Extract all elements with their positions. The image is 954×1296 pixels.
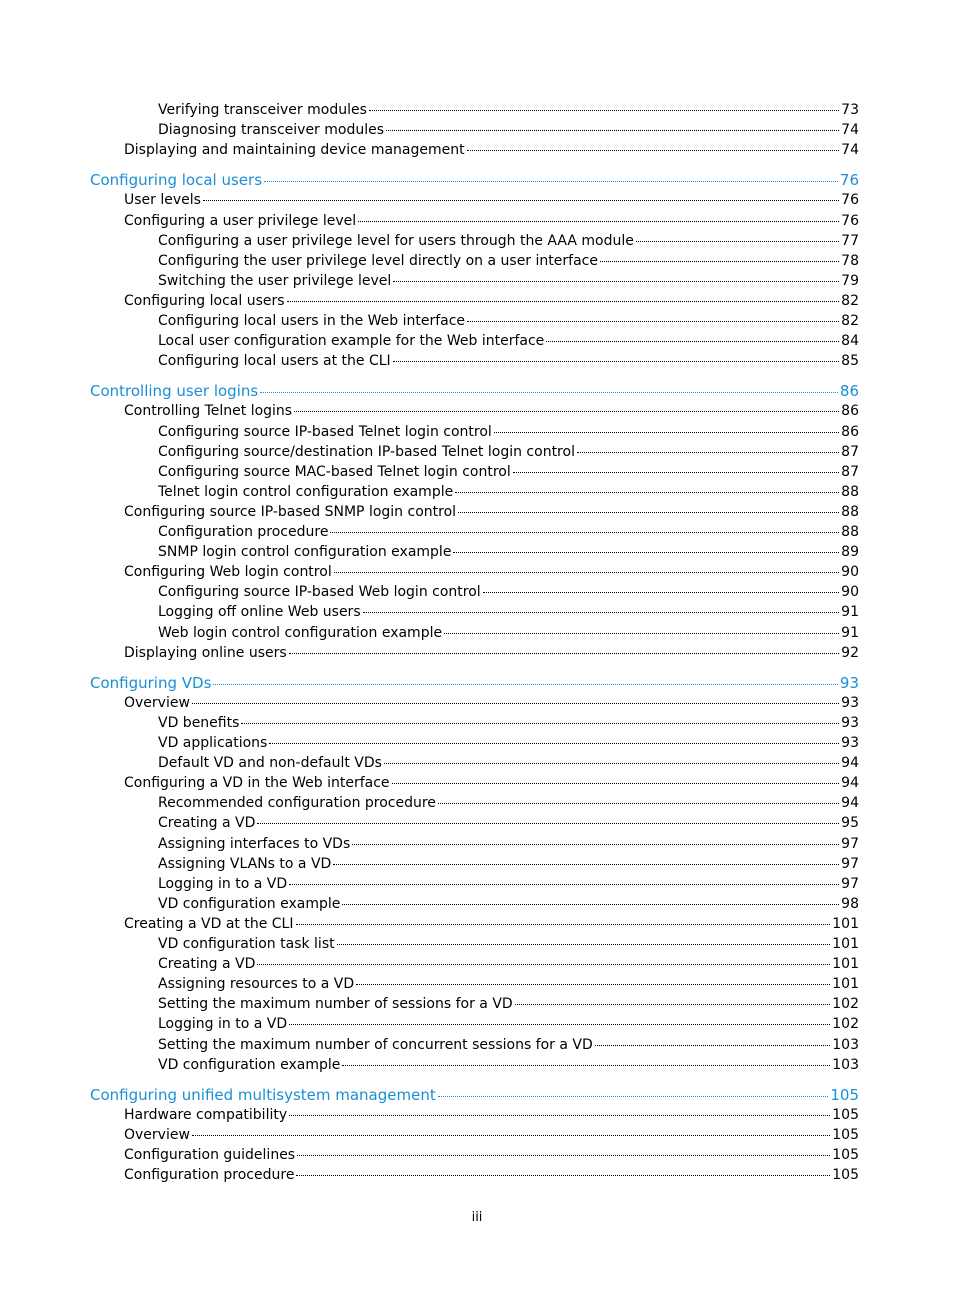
toc-entry[interactable] [158,713,859,733]
toc-entry[interactable] [124,693,859,713]
toc-entry-title: Configuring local users [90,171,263,190]
toc-entry-title: Configuring a user privilege level for users through the AAA module [158,232,634,249]
toc-entry-title: Configuring local users in the Web interface [158,313,466,329]
toc-entry[interactable] [158,753,859,773]
toc-entry-title: Configuring the user privilege level directly on a user interface [158,252,598,269]
toc-entry-page: 88 [841,524,859,540]
toc-dot-leader [260,391,838,393]
toc-entry[interactable] [124,1165,859,1185]
toc-entry[interactable] [124,1105,859,1125]
toc-entry-title: Setting the maximum number of sessions for a VD [158,996,513,1013]
toc-entry[interactable] [158,974,859,994]
toc-entry[interactable] [158,462,859,482]
toc-dot-leader [192,1134,830,1136]
toc-entry-title: Configuration guidelines [124,1147,296,1163]
toc-entry[interactable] [158,482,859,502]
toc-entry-title: Overview [124,694,190,711]
toc-entry[interactable] [158,834,859,854]
toc-chapter-entry[interactable] [90,673,859,693]
toc-dot-leader [386,129,839,131]
toc-dot-leader [337,943,831,945]
toc-dot-leader [438,1095,829,1097]
toc-entry-page: 93 [839,673,859,692]
toc-entry-page: 86 [839,382,859,401]
toc-entry-page: 76 [841,192,859,209]
toc-entry[interactable] [158,934,859,954]
toc-entry-title: Displaying and maintaining device management [124,142,465,159]
toc-dot-leader [455,491,839,493]
toc-entry-page: 97 [841,875,859,892]
toc-dot-leader [296,923,831,925]
toc-dot-leader [393,280,839,282]
toc-dot-leader [600,260,839,262]
toc-dot-leader [467,320,839,322]
toc-dot-leader [453,551,839,553]
toc-dot-leader [458,511,839,513]
toc-entry-title: Configuring Web login control [124,564,332,581]
toc-entry-page: 88 [841,483,859,500]
toc-entry[interactable] [158,522,859,542]
toc-entry-title: VD benefits [158,714,240,731]
toc-dot-leader [467,149,840,151]
toc-dot-leader [515,1003,831,1005]
toc-entry[interactable] [124,190,859,210]
toc-dot-leader [296,1174,830,1176]
toc-entry-page: 86 [841,423,859,440]
toc-dot-leader [546,340,839,342]
toc-entry[interactable] [124,140,859,160]
toc-entry-title: Recommended configuration procedure [158,795,436,812]
toc-dot-leader [363,611,840,613]
toc-entry-title: Logging in to a VD [158,1016,288,1033]
toc-entry-title: Configuring VDs [90,673,212,692]
toc-entry[interactable] [158,271,859,291]
toc-entry-page: 85 [841,353,859,370]
toc-chapter-entry[interactable] [90,170,859,190]
toc-entry-title: Hardware compatibility [124,1106,288,1123]
toc-entry-page: 101 [832,915,859,932]
toc-entry[interactable] [158,1014,859,1034]
toc-entry[interactable] [158,231,859,251]
toc-entry[interactable] [158,331,859,351]
toc-entry-page: 93 [841,694,859,711]
toc-entry-page: 90 [841,564,859,581]
toc-entry-page: 103 [832,1036,859,1053]
toc-entry[interactable] [124,502,859,522]
toc-dot-leader [333,863,839,865]
toc-entry-title: Configuring source MAC-based Telnet login control [158,463,511,480]
toc-entry[interactable] [158,874,859,894]
toc-dot-leader [358,220,839,222]
toc-dot-leader [342,1064,830,1066]
toc-dot-leader [342,903,839,905]
toc-dot-leader [356,983,830,985]
toc-entry-page: 82 [841,292,859,309]
toc-entry-page: 77 [841,232,859,249]
toc-entry[interactable] [158,854,859,874]
toc-entry-page: 91 [841,624,859,641]
toc-entry-page: 74 [841,142,859,159]
toc-entry[interactable] [158,1035,859,1055]
toc-entry[interactable] [124,643,859,663]
toc-entry-title: Configuring local users [124,292,285,309]
toc-entry-title: VD configuration example [158,1056,341,1073]
toc-entry-page: 102 [832,1016,859,1033]
toc-entry[interactable] [158,100,859,120]
toc-entry-title: Configuring source/destination IP-based Telnet login control [158,443,575,460]
toc-entry[interactable] [124,773,859,793]
toc-entry-page: 78 [841,252,859,269]
toc-dot-leader [264,180,838,182]
toc-entry[interactable] [124,914,859,934]
toc-entry-page: 105 [832,1147,859,1163]
toc-entry-title: Setting the maximum number of concurrent sessions for a VD [158,1036,593,1053]
toc-entry-title: Creating a VD [158,815,256,832]
toc-entry-page: 98 [841,895,859,912]
toc-dot-leader [192,702,839,704]
toc-entry-page: 93 [841,735,859,751]
toc-dot-leader [636,240,839,242]
toc-chapter-entry[interactable] [90,1085,859,1105]
toc-entry-page: 84 [841,333,859,350]
toc-entry-title: Configuring local users at the CLI [158,353,391,370]
toc-entry-title: Creating a VD at the CLI [124,915,294,932]
toc-dot-leader [289,1023,830,1025]
toc-entry-title: Configuring unified multisystem management [90,1085,436,1104]
toc-dot-leader [513,471,839,473]
toc-entry-title: Web login control configuration example [158,624,443,641]
toc-entry[interactable] [158,582,859,602]
toc-entry[interactable] [124,291,859,311]
toc-dot-leader [269,742,839,744]
toc-entry[interactable] [158,351,859,371]
toc-entry[interactable] [158,954,859,974]
toc-dot-leader [483,591,840,593]
toc-entry[interactable] [158,733,859,753]
toc-entry-title: Configuring a user privilege level [124,212,357,229]
toc-entry-page: 73 [841,102,859,118]
toc-dot-leader [577,451,839,453]
toc-dot-leader [203,199,839,201]
toc-entry-page: 89 [841,544,859,561]
toc-dot-leader [297,1154,830,1156]
toc-entry-title: Configuring a VD in the Web interface [124,775,390,792]
toc-dot-leader [392,782,840,784]
toc-entry-title: SNMP login control configuration example [158,544,452,561]
toc-entry-page: 94 [841,755,859,772]
toc-entry-page: 94 [841,775,859,792]
toc-entry-page: 79 [841,272,859,289]
toc-entry-title: Switching the user privilege level [158,272,392,289]
toc-entry[interactable] [158,442,859,462]
toc-entry[interactable] [158,623,859,643]
toc-entry-title: Configuring source IP-based SNMP login control [124,503,457,520]
toc-entry-title: Assigning VLANs to a VD [158,855,332,872]
toc-entry-page: 101 [832,976,859,993]
toc-entry[interactable] [124,401,859,421]
toc-entry[interactable] [158,422,859,442]
toc-entry-page: 93 [841,714,859,731]
toc-entry-title: Local user configuration example for the Web interface [158,333,545,350]
toc-entry-title: Telnet login control configuration example [158,483,454,500]
toc-entry-page: 103 [832,1056,859,1073]
toc-entry-page: 92 [841,644,859,661]
toc-entry[interactable] [124,211,859,231]
toc-entry[interactable] [124,1125,859,1145]
toc-entry-title: VD configuration example [158,895,341,912]
toc-entry-page: 105 [832,1106,859,1123]
toc-dot-leader [289,652,839,654]
toc-entry-page: 105 [832,1126,859,1143]
page-number: iii [471,1210,483,1225]
toc-entry-title: VD configuration task list [158,936,335,952]
toc-entry[interactable] [124,1145,859,1165]
toc-entry-title: Configuring source IP-based Web login control [158,584,481,601]
toc-entry-title: Assigning interfaces to VDs [158,835,351,852]
toc-entry-title: Configuration procedure [124,1167,295,1184]
toc-entry-title: Overview [124,1126,190,1143]
toc-entry-page: 87 [841,443,859,460]
toc-entry-title: Logging off online Web users [158,604,361,621]
toc-entry-title: Controlling Telnet logins [124,403,293,420]
toc-entry-title: Assigning resources to a VD [158,976,355,993]
toc-dot-leader [213,683,838,685]
toc-entry-page: 88 [841,503,859,520]
toc-entry-page: 87 [841,463,859,480]
toc-chapter-entry[interactable] [90,381,859,401]
toc-dot-leader [294,410,839,412]
toc-entry-page: 97 [841,835,859,852]
toc-dot-leader [289,883,839,885]
toc-dot-leader [369,109,839,111]
toc-entry-page: 74 [841,122,859,139]
toc-entry-page: 97 [841,855,859,872]
toc-entry[interactable] [158,1055,859,1075]
toc-entry-title: User levels [124,192,201,209]
toc-entry-title: Diagnosing transceiver modules [158,122,385,139]
toc-entry[interactable] [158,602,859,622]
toc-dot-leader [444,632,839,634]
toc-entry-page: 102 [832,996,859,1013]
toc-entry-page: 91 [841,604,859,621]
toc-dot-leader [352,843,839,845]
toc-entry-page: 94 [841,795,859,812]
toc-dot-leader [287,300,840,302]
toc-dot-leader [257,963,830,965]
toc-entry-title: Logging in to a VD [158,875,288,892]
toc-entry[interactable] [158,120,859,140]
toc-entry-title: Configuration procedure [158,524,329,540]
toc-dot-leader [595,1044,830,1046]
toc-entry[interactable] [158,793,859,813]
toc-dot-leader [438,802,839,804]
toc-entry-page: 101 [832,936,859,952]
toc-entry[interactable] [124,562,859,582]
toc-entry-title: Creating a VD [158,956,256,973]
toc-entry[interactable] [158,894,859,914]
toc-entry-page: 76 [839,171,859,190]
toc-entry-title: Configuring source IP-based Telnet login control [158,423,492,440]
toc-entry-title: Displaying online users [124,644,287,661]
toc-entry-title: Default VD and non-default VDs [158,755,382,772]
toc-dot-leader [494,431,839,433]
toc-entry[interactable] [158,542,859,562]
toc-entry-page: 105 [832,1167,859,1184]
toc-dot-leader [241,722,839,724]
toc-dot-leader [334,571,839,573]
toc-entry[interactable] [158,311,859,331]
toc-entry-page: 101 [832,956,859,973]
toc-entry-title: Controlling user logins [90,382,259,401]
toc-dot-leader [384,762,839,764]
toc-dot-leader [289,1114,830,1116]
toc-entry[interactable] [158,251,859,271]
toc-entry-page: 90 [841,584,859,601]
toc-entry-page: 86 [841,403,859,420]
toc-dot-leader [257,822,839,824]
toc-entry-page: 76 [841,212,859,229]
toc-entry-title: Verifying transceiver modules [158,102,367,118]
toc-entry[interactable] [158,813,859,833]
toc-dot-leader [330,531,839,533]
toc-entry-page: 95 [841,815,859,832]
toc-entry-page: 82 [841,313,859,329]
toc-entry-title: VD applications [158,735,268,751]
toc-entry-page: 105 [830,1085,859,1104]
toc-dot-leader [393,360,840,362]
toc-entry[interactable] [158,994,859,1014]
